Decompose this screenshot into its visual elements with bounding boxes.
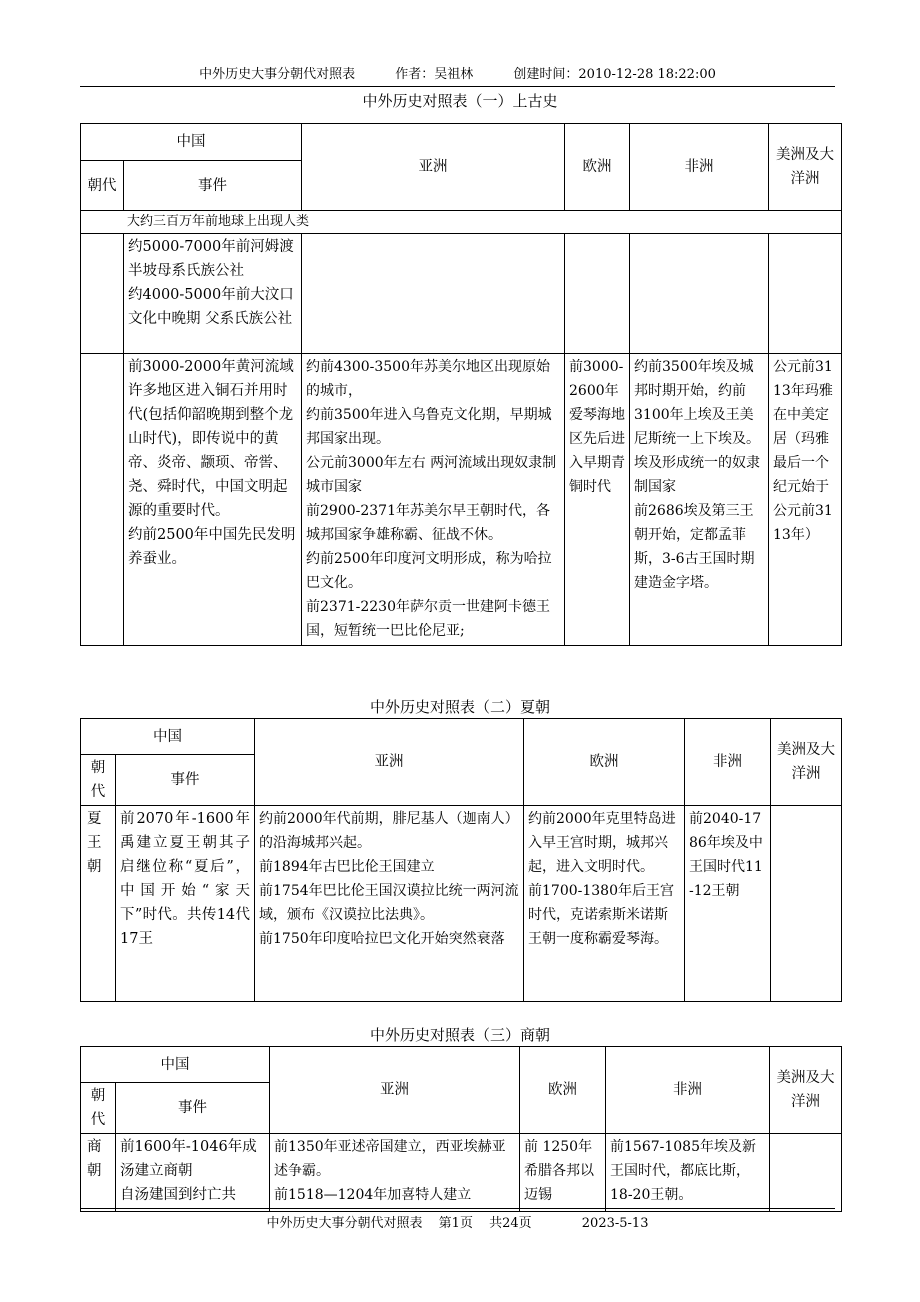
china-cell <box>124 354 302 646</box>
dynasty-header: 朝代 <box>81 755 116 806</box>
page-header <box>80 66 835 87</box>
page-footer <box>80 1208 835 1231</box>
europe-event: 前3000-2600年爱琴海地区先后进入早期青铜时代 <box>569 359 625 495</box>
europe-header: 欧洲 <box>524 719 685 806</box>
africa-event: 约前3500年埃及城邦时期开始，约前3100年上埃及王美尼斯统一上下埃及。埃及形成统一的奴隶制国家 <box>634 359 760 495</box>
footer-doc-title: 中外历史大事分朝代对照表 <box>266 1216 423 1231</box>
europe-event: 约前2000年克里特岛进入早王宫时期，城邦兴起，进入文明时代。 <box>528 811 676 875</box>
europe-cell <box>524 806 685 1002</box>
asia-event: 前2900-2371年苏美尔早王朝时代，各城邦国家争雄称霸、征战不休。 <box>306 503 550 543</box>
europe-header: 欧洲 <box>520 1047 606 1134</box>
asia-cell <box>302 234 565 354</box>
dynasty-cell <box>81 354 124 646</box>
table1-title: 中外历史对照表（一）上古史 <box>362 92 558 110</box>
header-doc-title: 中外历史大事分朝代对照表 <box>199 67 356 82</box>
asia-event: 前1894年古巴比伦王国建立 <box>259 859 435 875</box>
africa-header: 非洲 <box>606 1047 770 1134</box>
dynasty-header: 朝代 <box>81 1083 116 1134</box>
europe-cell <box>565 234 630 354</box>
table1 <box>80 123 842 646</box>
asia-cell <box>270 1134 520 1212</box>
asia-event: 约前4300-3500年苏美尔地区出现原始的城市， <box>306 359 550 399</box>
china-event: 约前2500年中国先民发明养蚕业。 <box>128 527 296 567</box>
africa-cell <box>630 234 769 354</box>
asia-event: 约前2000年代前期，腓尼基人（迦南人）的沿海城邦兴起。 <box>259 811 519 851</box>
americas-cell <box>771 806 842 1002</box>
europe-cell <box>565 354 630 646</box>
china-header: 中国 <box>81 124 302 161</box>
footer-page: 第1页 <box>438 1216 473 1231</box>
dynasty-header: 朝代 <box>81 161 124 211</box>
americas-event: 公元前3113年玛雅在中美定居（玛雅最后一个纪元始于公元前3113年） <box>773 359 833 543</box>
asia-cell <box>302 354 565 646</box>
africa-event: 前2040-1786年埃及中王国时代11-12王朝 <box>689 811 763 899</box>
china-event: 约5000-7000年前河姆渡 半坡母系氏族公社 <box>128 239 294 279</box>
asia-event: 约前3500年进入乌鲁克文化期，早期城邦国家出现。 <box>306 407 552 447</box>
table3-title: 中外历史对照表（三）商朝 <box>369 1026 550 1044</box>
table2 <box>80 718 842 1002</box>
asia-event: 公元前3000年左右 两河流域出现奴隶制城市国家 <box>306 455 557 495</box>
china-event: 自汤建国到纣亡共 <box>120 1187 236 1203</box>
europe-event: 前 1250年希腊各邦以迈锡 <box>524 1139 594 1203</box>
china-event: 前1600年-1046年成汤建立商朝 <box>120 1139 257 1179</box>
americas-cell <box>770 1134 842 1212</box>
china-cell <box>116 1134 270 1212</box>
asia-cell <box>255 806 524 1002</box>
china-header: 中国 <box>81 1047 270 1083</box>
asia-event: 前1350年亚述帝国建立，西亚埃赫亚述争霸。 <box>274 1139 506 1179</box>
events-header: 事件 <box>116 755 255 806</box>
china-header: 中国 <box>81 719 255 755</box>
africa-cell <box>606 1134 770 1212</box>
asia-event: 约前2500年印度河文明形成，称为哈拉巴文化。 <box>306 551 552 591</box>
asia-header: 亚洲 <box>302 124 565 211</box>
europe-event: 前1700-1380年后王宫时代，克诺索斯米诺斯王朝一度称霸爱琴海。 <box>528 883 674 947</box>
americas-header: 美洲及大洋洲 <box>769 124 842 211</box>
china-event: 前2070年-1600年 禹建立夏王朝其子启继位称“夏后”，中国开始“家天下”时代。共传14代17王 <box>120 811 250 947</box>
asia-event: 前1754年巴比伦王国汉谟拉比统一两河流域，颁布《汉谟拉比法典》。 <box>259 883 519 923</box>
europe-header: 欧洲 <box>565 124 630 211</box>
table3 <box>80 1046 842 1212</box>
table2-title: 中外历史对照表（二）夏朝 <box>369 698 550 716</box>
china-event: 约4000-5000年前大汶口文化中晚期 父系氏族公社 <box>128 287 294 327</box>
china-cell <box>124 234 302 354</box>
china-event: 前3000-2000年黄河流域许多地区进入铜石并用时代(包括仰韶晚期到整个龙山时代)，即传说中的黄帝、炎帝、颛顼、帝喾、尧、舜时代，中国文明起源的重要时代。 <box>128 359 294 519</box>
events-header: 事件 <box>116 1083 270 1134</box>
africa-header: 非洲 <box>630 124 769 211</box>
asia-header: 亚洲 <box>255 719 524 806</box>
africa-event: 前1567-1085年埃及新王国时代，都底比斯，18-20王朝。 <box>610 1139 756 1203</box>
dynasty-cell <box>81 234 124 354</box>
asia-event: 前2371-2230年萨尔贡一世建阿卡德王国，短暂统一巴比伦尼亚; <box>306 599 550 639</box>
events-header: 事件 <box>124 161 302 211</box>
americas-header: 美洲及大洋洲 <box>770 1047 842 1134</box>
full-width-row: 大约三百万年前地球上出现人类 <box>81 211 842 234</box>
footer-total: 共24页 <box>489 1216 532 1231</box>
dynasty-cell: 夏王朝 <box>81 806 116 1002</box>
africa-cell <box>685 806 771 1002</box>
americas-cell <box>769 354 842 646</box>
footer-date: 2023-5-13 <box>581 1216 649 1231</box>
header-created: 创建时间：2010-12-28 18:22:00 <box>513 67 716 82</box>
africa-event: 前2686埃及第三王朝开始，定都孟菲斯，3-6古王国时期建造金字塔。 <box>634 503 755 591</box>
africa-header: 非洲 <box>685 719 771 806</box>
asia-event: 前1750年印度哈拉巴文化开始突然衰落 <box>259 931 505 947</box>
americas-cell <box>769 234 842 354</box>
europe-cell <box>520 1134 606 1212</box>
china-cell <box>116 806 255 1002</box>
asia-header: 亚洲 <box>270 1047 520 1134</box>
asia-event: 前1518—1204年加喜特人建立 <box>274 1187 472 1203</box>
africa-cell <box>630 354 769 646</box>
dynasty-cell: 商朝 <box>81 1134 116 1212</box>
americas-header: 美洲及大洋洲 <box>771 719 842 806</box>
header-author: 作者：吴祖林 <box>395 67 474 82</box>
